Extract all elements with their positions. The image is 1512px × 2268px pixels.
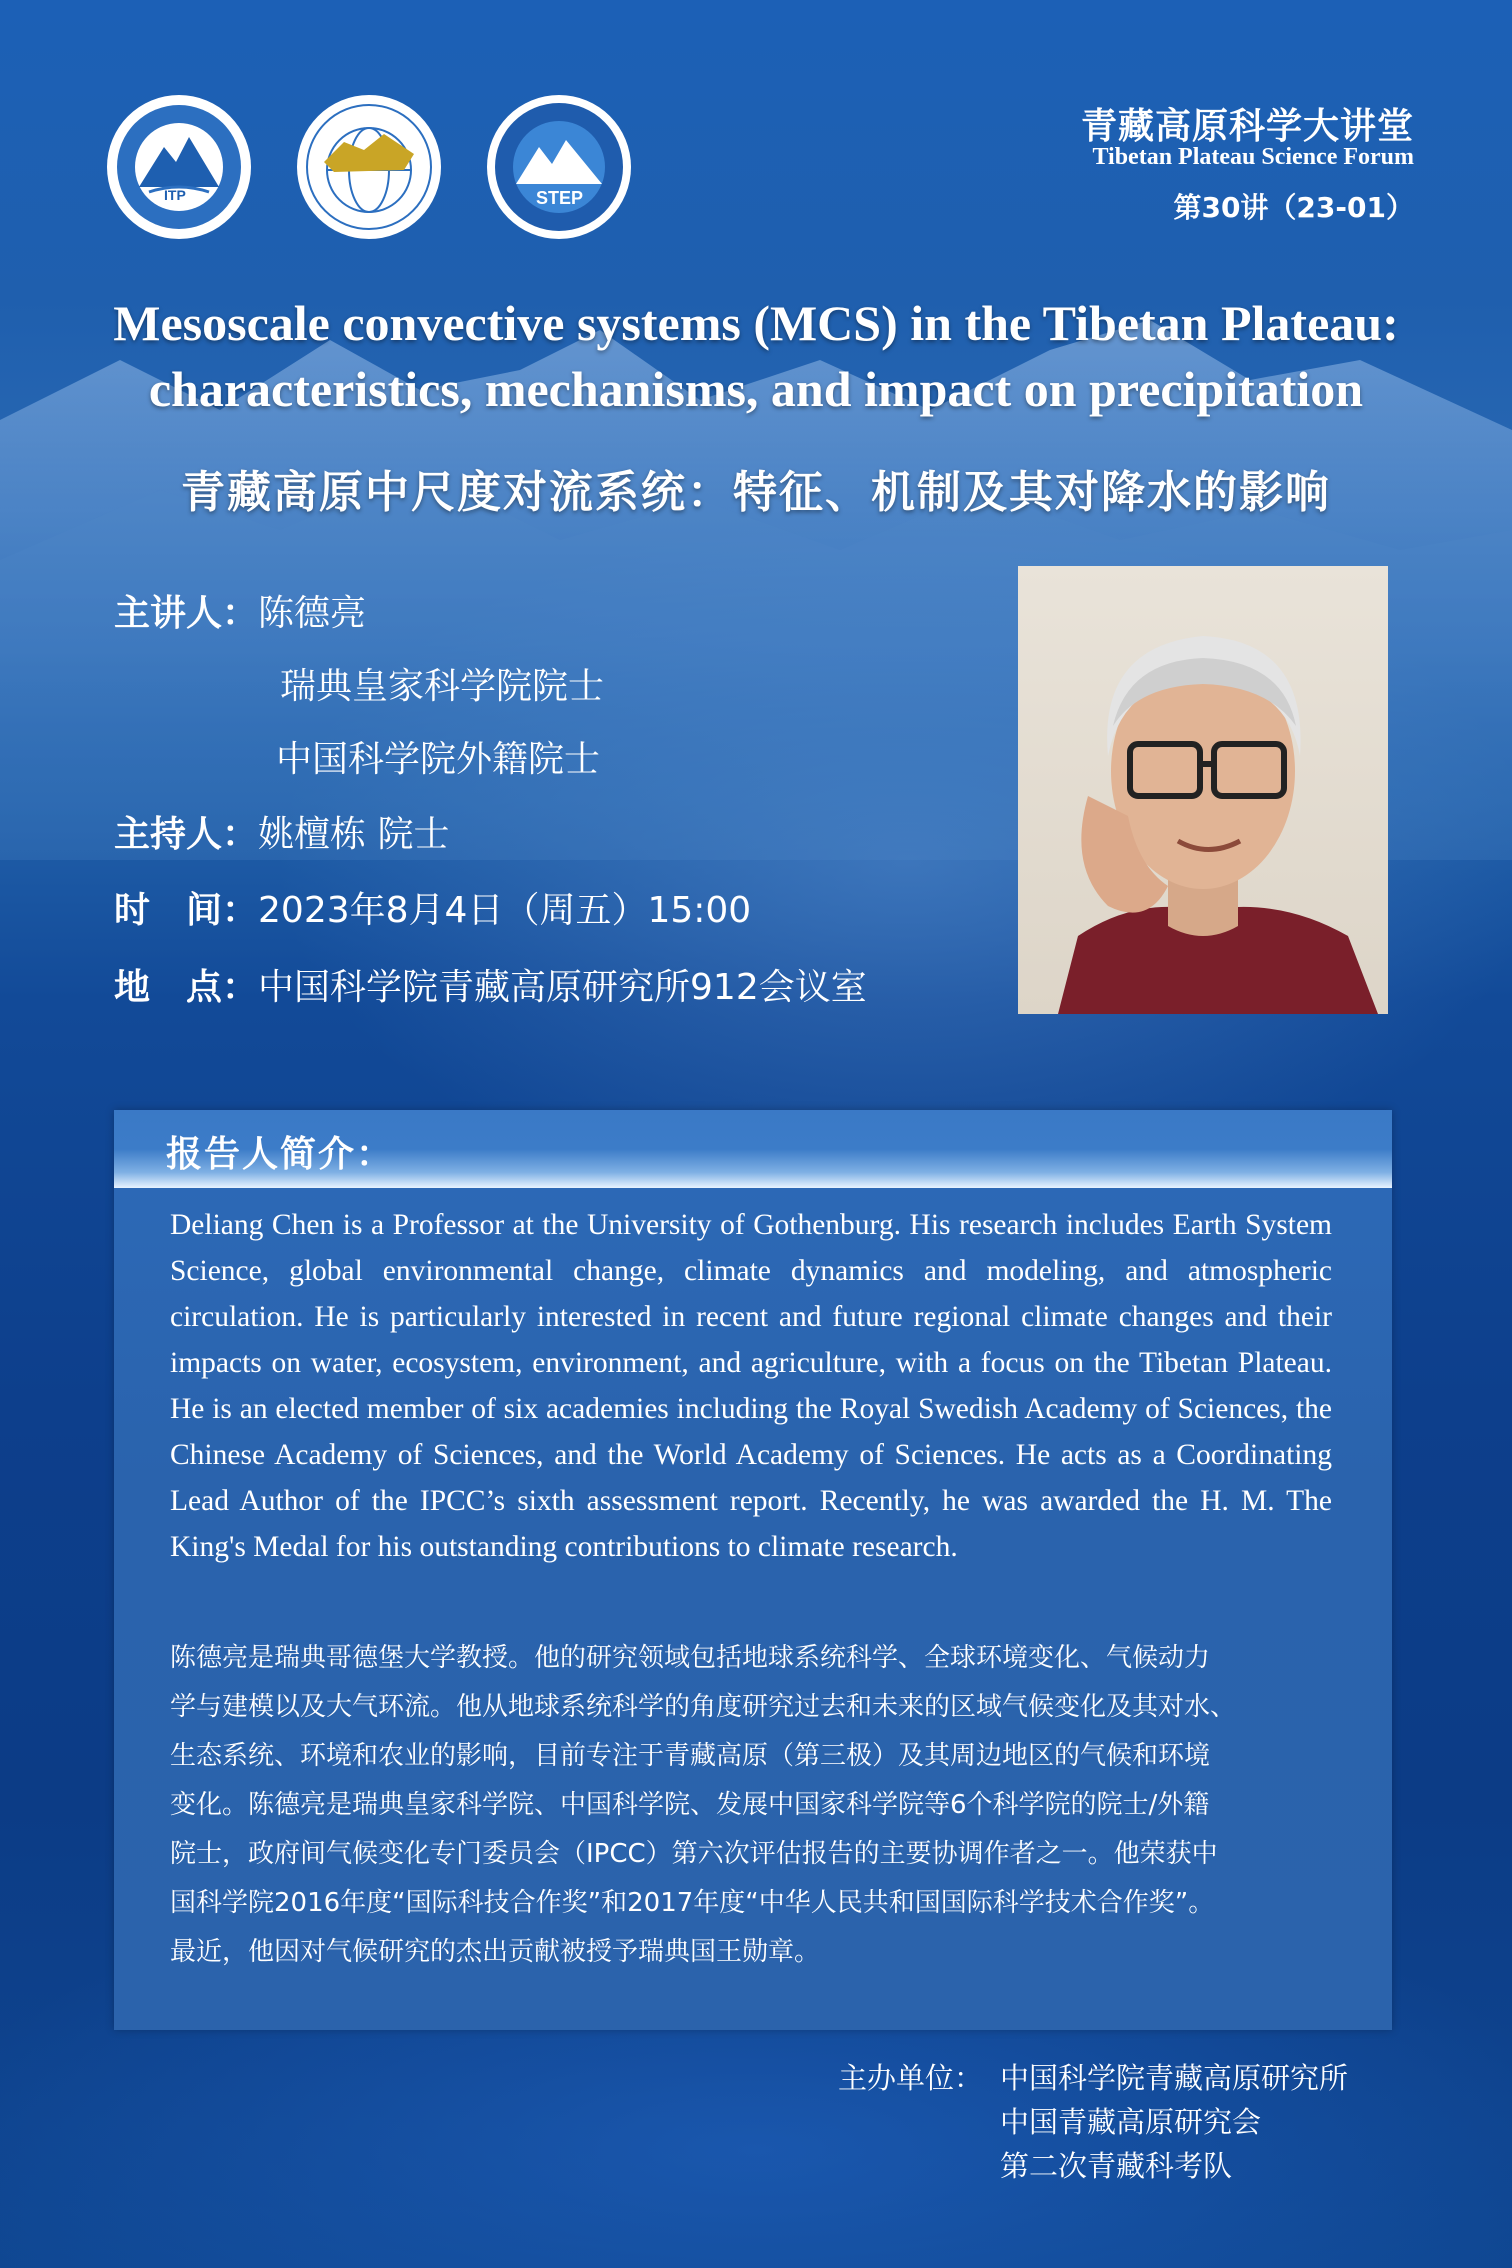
- place-label: 地 点：: [114, 967, 259, 1008]
- bio-english: Deliang Chen is a Professor at the University of Gothenburg. His research includes Earth System Science, global environmental change, climate dynamics and modeling, and atmospheric circulation. He is particularly interested in recent and future regional climate changes and their impacts on water, ecosystem, environment, and agriculture, with a focus on the Tibetan Plateau. He is an elected member of six academies including the Royal Swedish Academy of Sciences, the Chinese Academy of Sciences, and the World Academy of Sciences. He acts as a Coordinating Lead Author of the IPCC’s sixth assessment report. Recently, he was awarded the H. M. The King's Medal for his outstanding contributions to climate research.: [170, 1209, 1332, 1563]
- time-row: [114, 888, 751, 934]
- speaker-portrait-illustration: [1018, 566, 1388, 1014]
- speaker-name: 陈德亮: [258, 593, 367, 634]
- step-logo: [484, 92, 634, 242]
- lecture-number: 第30讲（23-01）: [1173, 191, 1414, 224]
- host-row: [114, 812, 449, 858]
- itp-logo: [104, 92, 254, 242]
- speaker-photo: [1018, 566, 1388, 1014]
- title-en: [0, 290, 1512, 422]
- bio-heading: 报告人简介：: [166, 1134, 395, 1175]
- organizer-item: 中国青藏高原研究会: [1000, 2105, 1262, 2139]
- speaker-row: [114, 591, 366, 637]
- bio-cn-line: 院士，政府间气候变化专门委员会（IPCC）第六次评估报告的主要协调作者之一。他荣获中: [170, 1839, 1218, 1869]
- bio-cn-line: 陈德亮是瑞典哥德堡大学教授。他的研究领域包括地球系统科学、全球环境变化、气候动力: [170, 1643, 1211, 1673]
- bio-chinese: [170, 1634, 1350, 1977]
- svg-text:ITP: ITP: [164, 187, 186, 203]
- organizers-label: 主办单位：: [838, 2061, 984, 2095]
- forum-name-cn: 青藏高原科学大讲堂: [1080, 106, 1414, 147]
- place-value: 中国科学院青藏高原研究所912会议室: [258, 967, 867, 1008]
- host-name: 姚檀栋 院士: [258, 814, 450, 855]
- organizer-item: 中国科学院青藏高原研究所: [1000, 2061, 1349, 2095]
- title-cn: 青藏高原中尺度对流系统：特征、机制及其对降水的影响: [181, 467, 1331, 518]
- bio-panel: [114, 1110, 1392, 2030]
- organizer-item: 第二次青藏科考队: [1000, 2149, 1233, 2183]
- bio-cn-line: 生态系统、环境和农业的影响，目前专注于青藏高原（第三极）及其周边地区的气候和环境: [170, 1741, 1211, 1771]
- speaker-label: 主讲人：: [114, 593, 259, 634]
- bio-cn-line: 最近，他因对气候研究的杰出贡献被授予瑞典国王勋章。: [170, 1937, 821, 1967]
- time-label: 时 间：: [114, 890, 259, 931]
- speaker-title-1: 瑞典皇家科学院院士: [280, 666, 605, 707]
- svg-text:STEP: STEP: [536, 188, 584, 208]
- bio-cn-line: 国科学院2016年度“国际科技合作奖”和2017年度“中华人民共和国国际科学技术合作奖”。: [170, 1888, 1215, 1918]
- bio-cn-line: 变化。陈德亮是瑞典皇家科学院、中国科学院、发展中国家科学院等6个科学院的院士/外籍: [170, 1790, 1210, 1820]
- host-label: 主持人：: [114, 814, 259, 855]
- place-row: [114, 965, 867, 1011]
- time-value: 2023年8月4日（周五）15:00: [258, 890, 752, 931]
- title-en-line1: Mesoscale convective systems (MCS) in the Tibetan Plateau:: [113, 295, 1399, 351]
- speaker-title-2: 中国科学院外籍院士: [276, 739, 601, 780]
- bio-cn-line: 学与建模以及大气环流。他从地球系统科学的角度研究过去和未来的区域气候变化及其对水、: [170, 1692, 1237, 1722]
- forum-name-en: Tibetan Plateau Science Forum: [1092, 144, 1414, 170]
- china-society-tibet-plateau-logo: [294, 92, 444, 242]
- title-en-line2: characteristics, mechanisms, and impact on precipitation: [148, 361, 1364, 417]
